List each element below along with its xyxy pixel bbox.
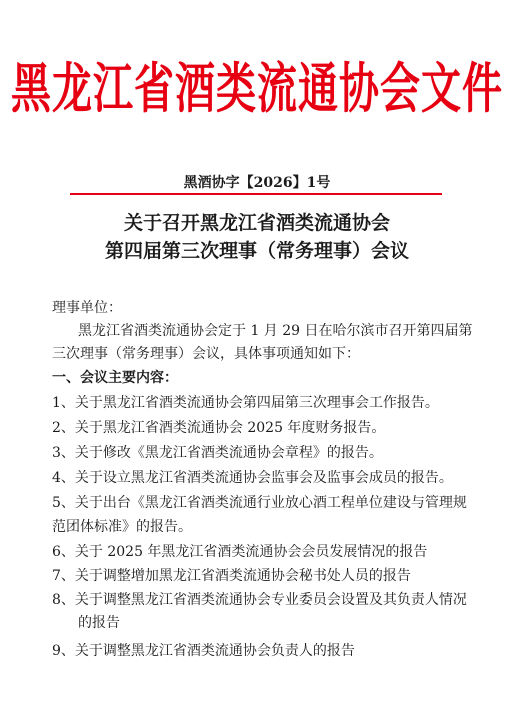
list-item-8-line-2: 的报告: [78, 615, 120, 631]
salutation: 理事单位：: [52, 300, 122, 316]
intro-line-1: 黑龙江省酒类流通协会定于 1 月 29 日在哈尔滨市召开第四届第: [78, 323, 473, 339]
list-item-5-line-1: 5、关于出台《黑龙江省酒类流通行业放心酒工程单位建设与管理规: [52, 495, 467, 511]
list-item-4: 4、关于设立黑龙江省酒类流通协会监事会及监事会成员的报告。: [52, 470, 453, 486]
list-item-7: 7、关于调整增加黑龙江省酒类流通协会秘书处人员的报告: [52, 568, 411, 584]
list-item-8-line-1: 8、关于调整黑龙江省酒类流通协会专业委员会设置及其负责人情况: [52, 592, 467, 608]
intro-line-2: 三次理事（常务理事）会议，具体事项通知如下：: [52, 346, 360, 362]
section-1-heading: 一、会议主要内容：: [52, 370, 178, 386]
list-item-5-line-2: 范团体标准》的报告。: [52, 519, 192, 535]
document-header-title: 黑龙江省酒类流通协会文件: [11, 56, 503, 121]
list-item-2: 2、关于黑龙江省酒类流通协会 2025 年度财务报告。: [52, 420, 386, 436]
list-item-9: 9、关于调整黑龙江省酒类流通协会负责人的报告: [52, 643, 355, 659]
document-number: 黑酒协字【2026】1号: [183, 175, 331, 191]
document-title-line-1: 关于召开黑龙江省酒类流通协会: [123, 212, 390, 234]
red-divider-line: [70, 193, 442, 195]
list-item-6: 6、关于 2025 年黑龙江省酒类流通协会会员发展情况的报告: [52, 544, 428, 560]
list-item-1: 1、关于黑龙江省酒类流通协会第四届第三次理事会工作报告。: [52, 395, 439, 411]
list-item-3: 3、关于修改《黑龙江省酒类流通协会章程》的报告。: [52, 445, 383, 461]
document-title-line-2: 第四届第三次理事（常务理事）会议: [104, 240, 409, 262]
